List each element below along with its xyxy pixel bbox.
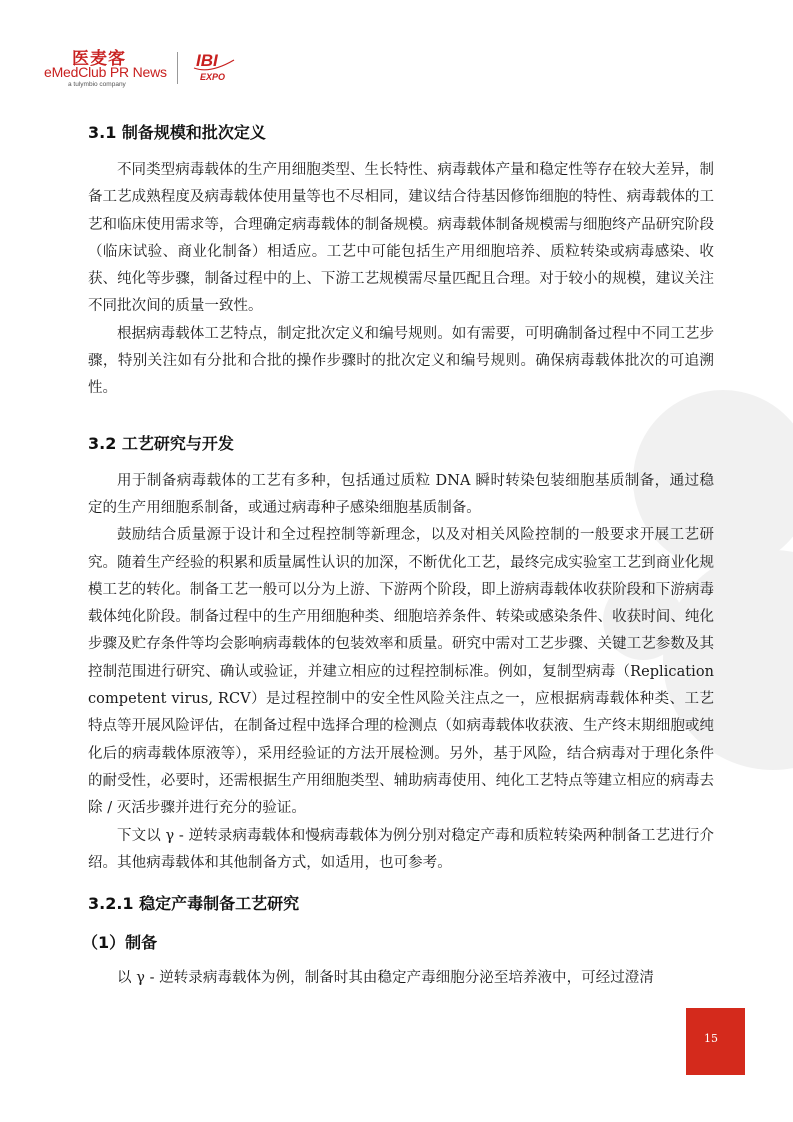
logo-divider [177, 52, 178, 84]
ibi-logo-text: IBI [196, 51, 218, 70]
subsection-preparation-heading: （1）制备 [82, 933, 158, 953]
section-3-2-heading: 3.2 工艺研究与开发 [88, 433, 234, 453]
section-3-2-paragraph-3: 下文以 γ - 逆转录病毒载体和慢病毒载体为例分别对稳定产毒和质粒转染两种制备工艺进行介绍。其他病毒载体和其他制备方式，如适用，也可参考。 [88, 827, 714, 871]
ibi-expo-logo [190, 48, 250, 88]
page-header [44, 42, 304, 102]
section-3-2-1-paragraph-1: 以 γ - 逆转录病毒载体为例，制备时其由稳定产毒细胞分泌至培养液中，可经过澄清 [117, 970, 654, 987]
page-number: 15 [704, 1032, 718, 1045]
logo-cn-text: 医麦客 [72, 49, 126, 69]
section-3-2-1-heading: 3.2.1 稳定产毒制备工艺研究 [88, 894, 300, 914]
section-3-2-paragraph-1: 用于制备病毒载体的工艺有多种，包括通过质粒 DNA 瞬时转染包装细胞基质制备，通过稳定的生产用细胞系制备，或通过病毒种子感染细胞基质制备。 [88, 472, 714, 516]
section-3-2-paragraph-2: 鼓励结合质量源于设计和全过程控制等新理念，以及对相关风险控制的一般要求开展工艺研究。随着生产经验的积累和质量属性认识的加深，不断优化工艺，最终完成实验室工艺到商业化规模工艺的转化。制备工艺一般可以分为上游、下游两个阶段，即上游病毒载体收获阶段和下游病毒载体纯化阶段。制备过程中的生产用细胞种类、细胞培养条件、转染或感染条件、收获时间、纯化步骤及贮存条件等均会影响病毒载体的包装效率和质量。研究中需对工艺步骤、关键工艺参数及其控制范围进行研究、确认或验证，并建立相应的过程控制标准。例如，复制型病毒（Replication competent virus, RCV）是过程控制中的安全性风险关注点之一，应根据病毒载体种类、工艺特点等开展风险评估，在制备过程中选择合理的检测点（如病毒载体收获液、生产终末期细胞或纯化后的病毒载体原液等），采用经验证的方法开展检测。另外，基于风险，结合病毒对于理化条件的耐受性，必要时，还需根据生产用细胞类型、辅助病毒使用、纯化工艺特点等建立相应的病毒去除 / 灭活步骤并进行充分的验证。 [88, 527, 714, 817]
expo-logo-text: EXPO [200, 72, 226, 82]
section-3-1-heading: 3.1 制备规模和批次定义 [88, 123, 266, 142]
logo-subtitle: a tulymbio company [68, 81, 126, 88]
section-3-1-paragraph-1: 不同类型病毒载体的生产用细胞类型、生长特性、病毒载体产量和稳定性等存在较大差异，制备工艺成熟程度及病毒载体使用量等也不尽相同，建议结合待基因修饰细胞的特性、病毒载体的工艺和临床使用需求等，合理确定病毒载体的制备规模。病毒载体制备规模需与细胞终产品研究阶段（临床试验、商业化制备）相适应。工艺中可能包括生产用细胞培养、质粒转染或病毒感染、收获、纯化等步骤，制备过程中的上、下游工艺规模需尽量匹配且合理。对于较小的规模，建议关注不同批次间的质量一致性。 [88, 162, 714, 315]
logo-en-text: eMedClub PR News [44, 64, 167, 80]
section-3-1-paragraph-2: 根据病毒载体工艺特点，制定批次定义和编号规则。如有需要，可明确制备过程中不同工艺步骤，特别关注如有分批和合批的操作步骤时的批次定义和编号规则。确保病毒载体批次的可追溯性。 [88, 325, 714, 397]
main-content [82, 118, 714, 992]
